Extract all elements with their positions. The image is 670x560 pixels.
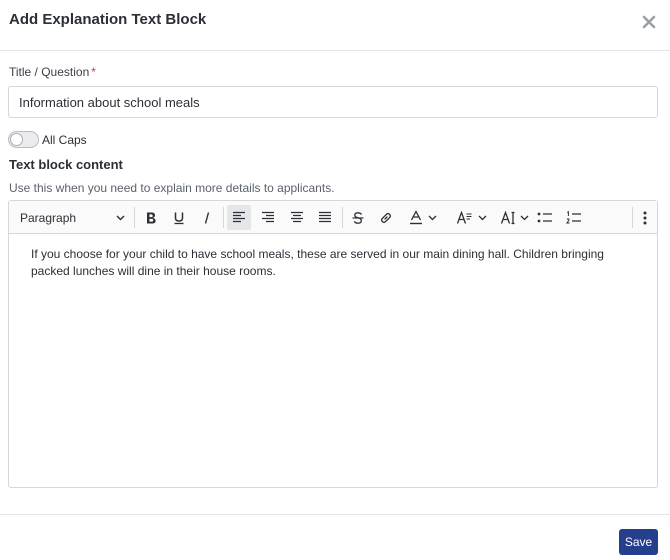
bold-button[interactable] (140, 205, 162, 230)
rich-text-editor (8, 200, 658, 488)
bulleted-list-button[interactable] (533, 205, 557, 230)
chevron-down-icon (428, 213, 437, 222)
align-center-button[interactable] (285, 205, 309, 230)
text-case-button[interactable] (496, 205, 532, 230)
strikethrough-button[interactable] (347, 205, 369, 230)
title-input[interactable] (8, 86, 658, 118)
more-options-icon (643, 211, 647, 225)
link-button[interactable] (375, 205, 397, 230)
all-caps-label: All Caps (42, 133, 87, 147)
font-size-button[interactable] (451, 205, 491, 230)
toolbar-divider (632, 207, 633, 228)
font-color-icon (408, 210, 424, 225)
dialog-header (0, 0, 670, 51)
footer-divider (0, 514, 670, 515)
paragraph-style-value: Paragraph (20, 210, 77, 225)
underline-icon (172, 211, 186, 225)
text-case-icon (500, 211, 518, 225)
bold-icon (144, 211, 158, 225)
align-right-icon (261, 211, 275, 224)
italic-button[interactable] (196, 205, 218, 230)
bulleted-list-icon (537, 211, 553, 224)
close-icon (642, 15, 656, 29)
align-left-icon (232, 211, 246, 224)
title-field-label (9, 65, 96, 79)
chevron-down-icon (116, 213, 125, 222)
align-right-button[interactable] (256, 205, 280, 230)
font-size-icon (456, 211, 474, 225)
link-icon (379, 211, 393, 225)
align-justify-button[interactable] (313, 205, 337, 230)
strikethrough-icon (351, 211, 365, 225)
numbered-list-button[interactable] (562, 205, 586, 230)
italic-icon (200, 211, 214, 225)
toggle-knob (10, 133, 23, 146)
save-button[interactable]: Save (619, 529, 658, 555)
toolbar-divider (342, 207, 343, 228)
more-options-button[interactable] (636, 205, 654, 230)
underline-button[interactable] (168, 205, 190, 230)
align-center-icon (290, 211, 304, 224)
toolbar-divider (134, 207, 135, 228)
toolbar-divider (223, 207, 224, 228)
editor-content[interactable]: If you choose for your child to have school meals, these are served in our main dining hall. Children bringing packed lunches will dine in their house rooms. (31, 247, 604, 278)
dialog-title: Add Explanation Text Block (9, 11, 207, 28)
close-button[interactable] (639, 11, 659, 33)
font-color-button[interactable] (403, 205, 441, 230)
align-left-button[interactable] (227, 205, 251, 230)
all-caps-toggle[interactable] (8, 131, 39, 148)
numbered-list-icon (566, 211, 582, 225)
title-field-label-text: Title / Question (9, 65, 90, 79)
paragraph-style-select[interactable] (13, 205, 131, 230)
chevron-down-icon (520, 213, 529, 222)
text-block-content-title: Text block content (9, 157, 123, 172)
editor-toolbar (9, 201, 657, 234)
chevron-down-icon (478, 213, 487, 222)
required-mark: * (91, 65, 96, 79)
align-justify-icon (318, 211, 332, 224)
helper-text: Use this when you need to explain more details to applicants. (9, 181, 335, 195)
